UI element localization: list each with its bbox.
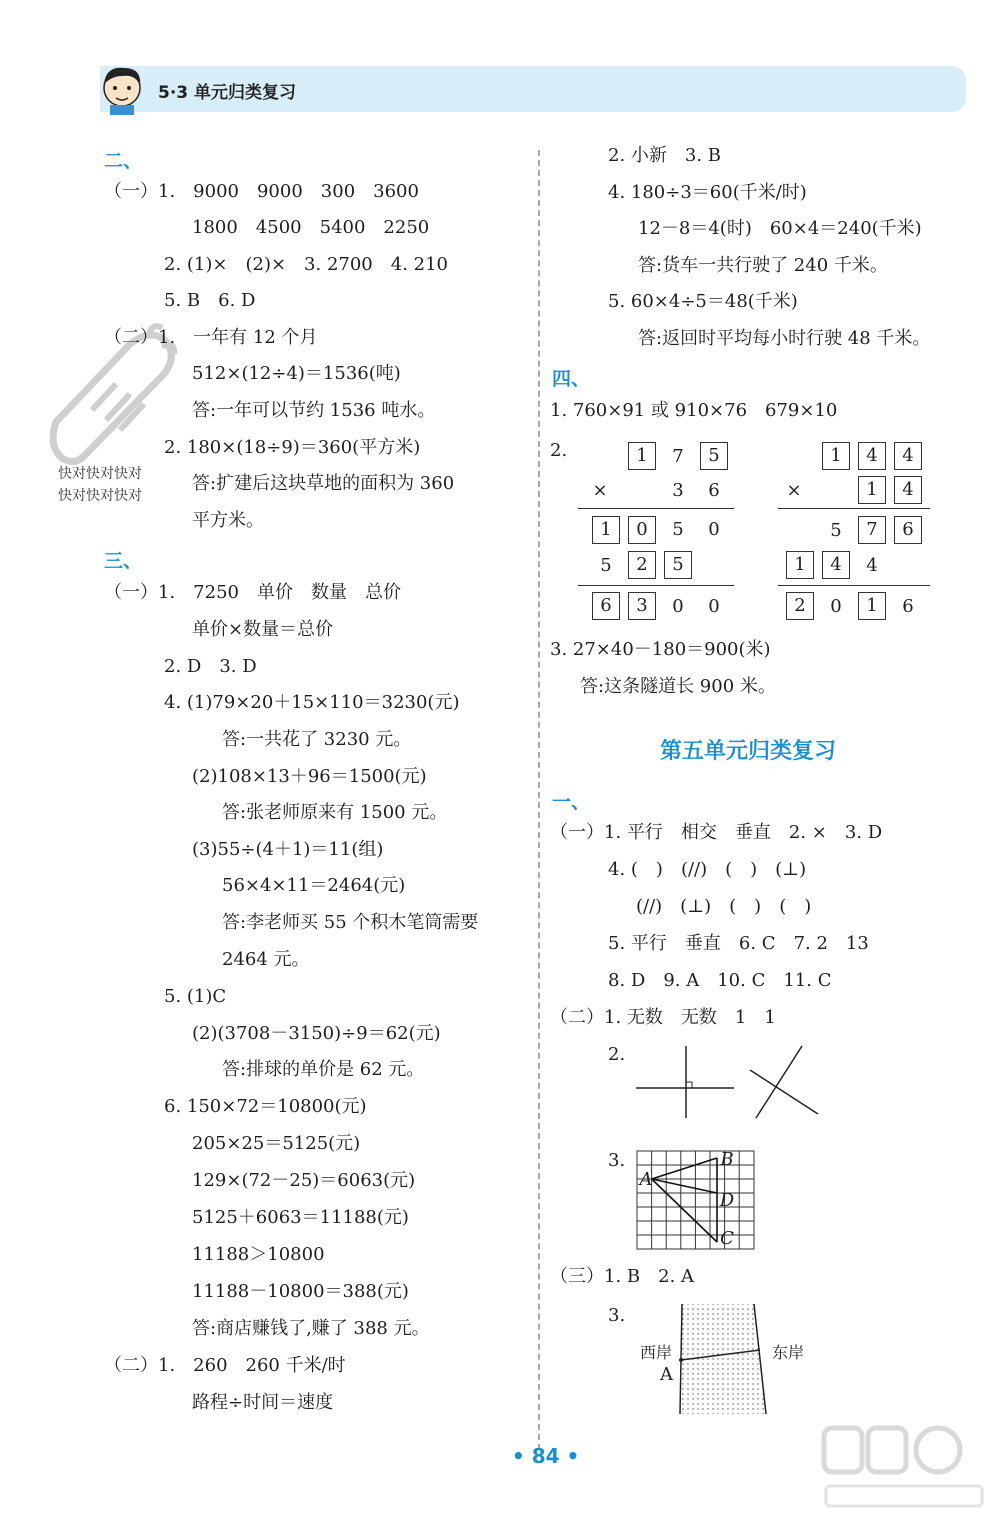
answer-line: 4. (1)79×20＋15×110＝3230(元) [164,692,460,713]
answer-line: 答:排球的单价是 62 元。 [222,1059,425,1080]
answer-line: （一）1. 平行 相交 垂直 2. × 3. D [550,822,883,843]
digit: 0 [672,596,684,617]
side-text: 快对快对快对 [58,488,142,504]
answer-line: 2. D 3. D [164,656,257,677]
digit-box: 6 [894,516,922,544]
header-title: 5·3 单元归类复习 [158,83,297,103]
answer-line: （三）1. B 2. A [550,1266,695,1287]
answer-line: 答:这条隧道长 900 米。 [580,676,776,697]
answer-line: （一）1. 9000 9000 300 3600 [104,181,419,202]
digit-box: 7 [858,516,886,544]
answer-line: 8. D 9. A 10. C 11. C [608,970,832,991]
answer-line: 答:货车一共行驶了 240 千米。 [638,255,888,276]
digit: 0 [830,596,842,617]
answer-line: 12－8＝4(时) 60×4＝240(千米) [638,218,922,239]
answer-line: 129×(72－25)＝6063(元) [192,1170,416,1191]
answer-line: 512×(12÷4)＝1536(吨) [192,363,401,384]
mascot-icon [92,58,152,118]
digit: 6 [708,480,720,501]
digit-box: 1 [822,442,850,470]
digit-box: 0 [628,516,656,544]
rule-line [578,585,734,586]
page-number: • 84 • [512,1444,580,1468]
answer-line: 路程÷时间＝速度 [192,1392,334,1413]
answer-line: 205×25＝5125(元) [192,1133,361,1154]
digit: 5 [600,555,612,576]
unit-title: 第五单元归类复习 [660,739,837,764]
section-heading: 三、 [104,550,143,572]
river-point-label: A [660,1364,673,1385]
section-heading: 四、 [552,368,591,390]
digit: 4 [866,555,878,576]
answer-line: （二）1. 260 260 千米/时 [104,1355,346,1376]
answer-line: （一）1. 7250 单价 数量 总价 [104,582,401,603]
answer-line: (//) (⊥) ( ) ( ) [636,896,812,917]
answer-line: 3. [608,1150,626,1171]
answer-line: （二）1. 一年有 12 个月 [104,327,318,348]
digit-box: 4 [858,442,886,470]
side-text: 快对快对快对 [58,466,142,482]
digit-box: 2 [628,551,656,579]
river-figure [676,1302,770,1416]
answer-line: (3)55÷(4＋1)＝11(组) [192,839,384,860]
digit: 5 [830,520,842,541]
answer-line: 2. 180×(18÷9)＝360(平方米) [164,437,421,458]
answer-line: 答:一年可以节约 1536 吨水。 [192,400,436,421]
digit-box: 5 [700,442,728,470]
digit: 5 [672,519,684,540]
section-heading: 二、 [104,150,143,172]
answer-line: 1. 760×91 或 910×76 679×10 [550,400,838,421]
answer-line: 2. (1)× (2)× 3. 2700 4. 210 [164,254,449,275]
answer-line: 平方米。 [192,510,264,531]
answer-line: 5. 平行 垂直 6. C 7. 2 13 [608,933,869,954]
answer-line: 答:一共花了 3230 元。 [222,729,412,750]
answer-line: （二）1. 无数 无数 1 1 [550,1007,776,1028]
digit-box: 1 [858,592,886,620]
answer-line: (2)(3708－3150)÷9＝62(元) [192,1023,441,1044]
digit-box: 4 [894,442,922,470]
digit-box: 1 [628,442,656,470]
answer-line: 答:返回时平均每小时行驶 48 千米。 [638,328,931,349]
rule-line [578,508,734,509]
grid-label: D [719,1190,735,1211]
answer-line: 11188－10800＝388(元) [192,1281,409,1302]
answer-line: 11188＞10800 [192,1244,325,1265]
digit-box: 6 [592,592,620,620]
answer-line: 2464 元。 [222,949,310,970]
answer-line: 答:李老师买 55 个积木笔筒需要 [222,912,479,933]
digit-box: 1 [858,476,886,504]
answer-line: 4. 180÷3＝60(千米/时) [608,182,807,203]
grid-label: A [639,1169,653,1190]
answer-line: (2)108×13＋96＝1500(元) [192,766,427,787]
digit-box: 5 [664,551,692,579]
answer-line: 2. [608,1044,626,1065]
digit: 0 [708,596,720,617]
digit-box: 4 [894,476,922,504]
answer-line: 6. 150×72＝10800(元) [164,1096,367,1117]
answer-line: 3. [608,1305,626,1326]
answer-line: 2. 小新 3. B [608,145,722,166]
answer-line: 3. 27×40－180＝900(米) [550,639,771,660]
digit-box: 2 [786,592,814,620]
column-divider [538,150,540,1450]
answer-line: 5. (1)C [164,986,227,1007]
rule-line [778,585,930,586]
answer-line: 1800 4500 5400 2250 [192,217,430,238]
answer-line: 2. [550,440,568,461]
grid-label: B [720,1149,734,1170]
digit: 0 [708,519,720,540]
river-label-east: 东岸 [772,1343,805,1362]
answer-line: 56×4×11＝2464(元) [222,875,406,896]
digit: 6 [902,596,914,617]
digit-box: 3 [628,592,656,620]
times-sign: × [592,480,608,501]
river-label-west: 西岸 [640,1343,673,1362]
answer-line: 4. ( ) (//) ( ) (⊥) [608,859,807,880]
answer-line: 答:张老师原来有 1500 元。 [222,802,448,823]
digit-box: 4 [822,551,850,579]
digit: 3 [672,480,684,501]
digit-box: 1 [592,516,620,544]
section-heading: 一、 [552,791,591,813]
answer-line: 5. B 6. D [164,290,256,311]
rule-line [778,508,930,509]
lines-figure [630,1040,830,1120]
answer-line: 答:商店赚钱了,赚了 388 元。 [192,1318,430,1339]
digit-box: 1 [786,551,814,579]
grid-label: C [720,1228,734,1249]
answer-line: 5. 60×4÷5＝48(千米) [608,291,798,312]
answer-line: 5125＋6063＝11188(元) [192,1207,409,1228]
answer-line: 单价×数量＝总价 [192,619,334,640]
times-sign: × [786,480,802,501]
answer-line: 答:扩建后这块草地的面积为 360 [192,473,455,494]
digit: 7 [672,446,684,467]
watermark-logo [820,1420,990,1512]
